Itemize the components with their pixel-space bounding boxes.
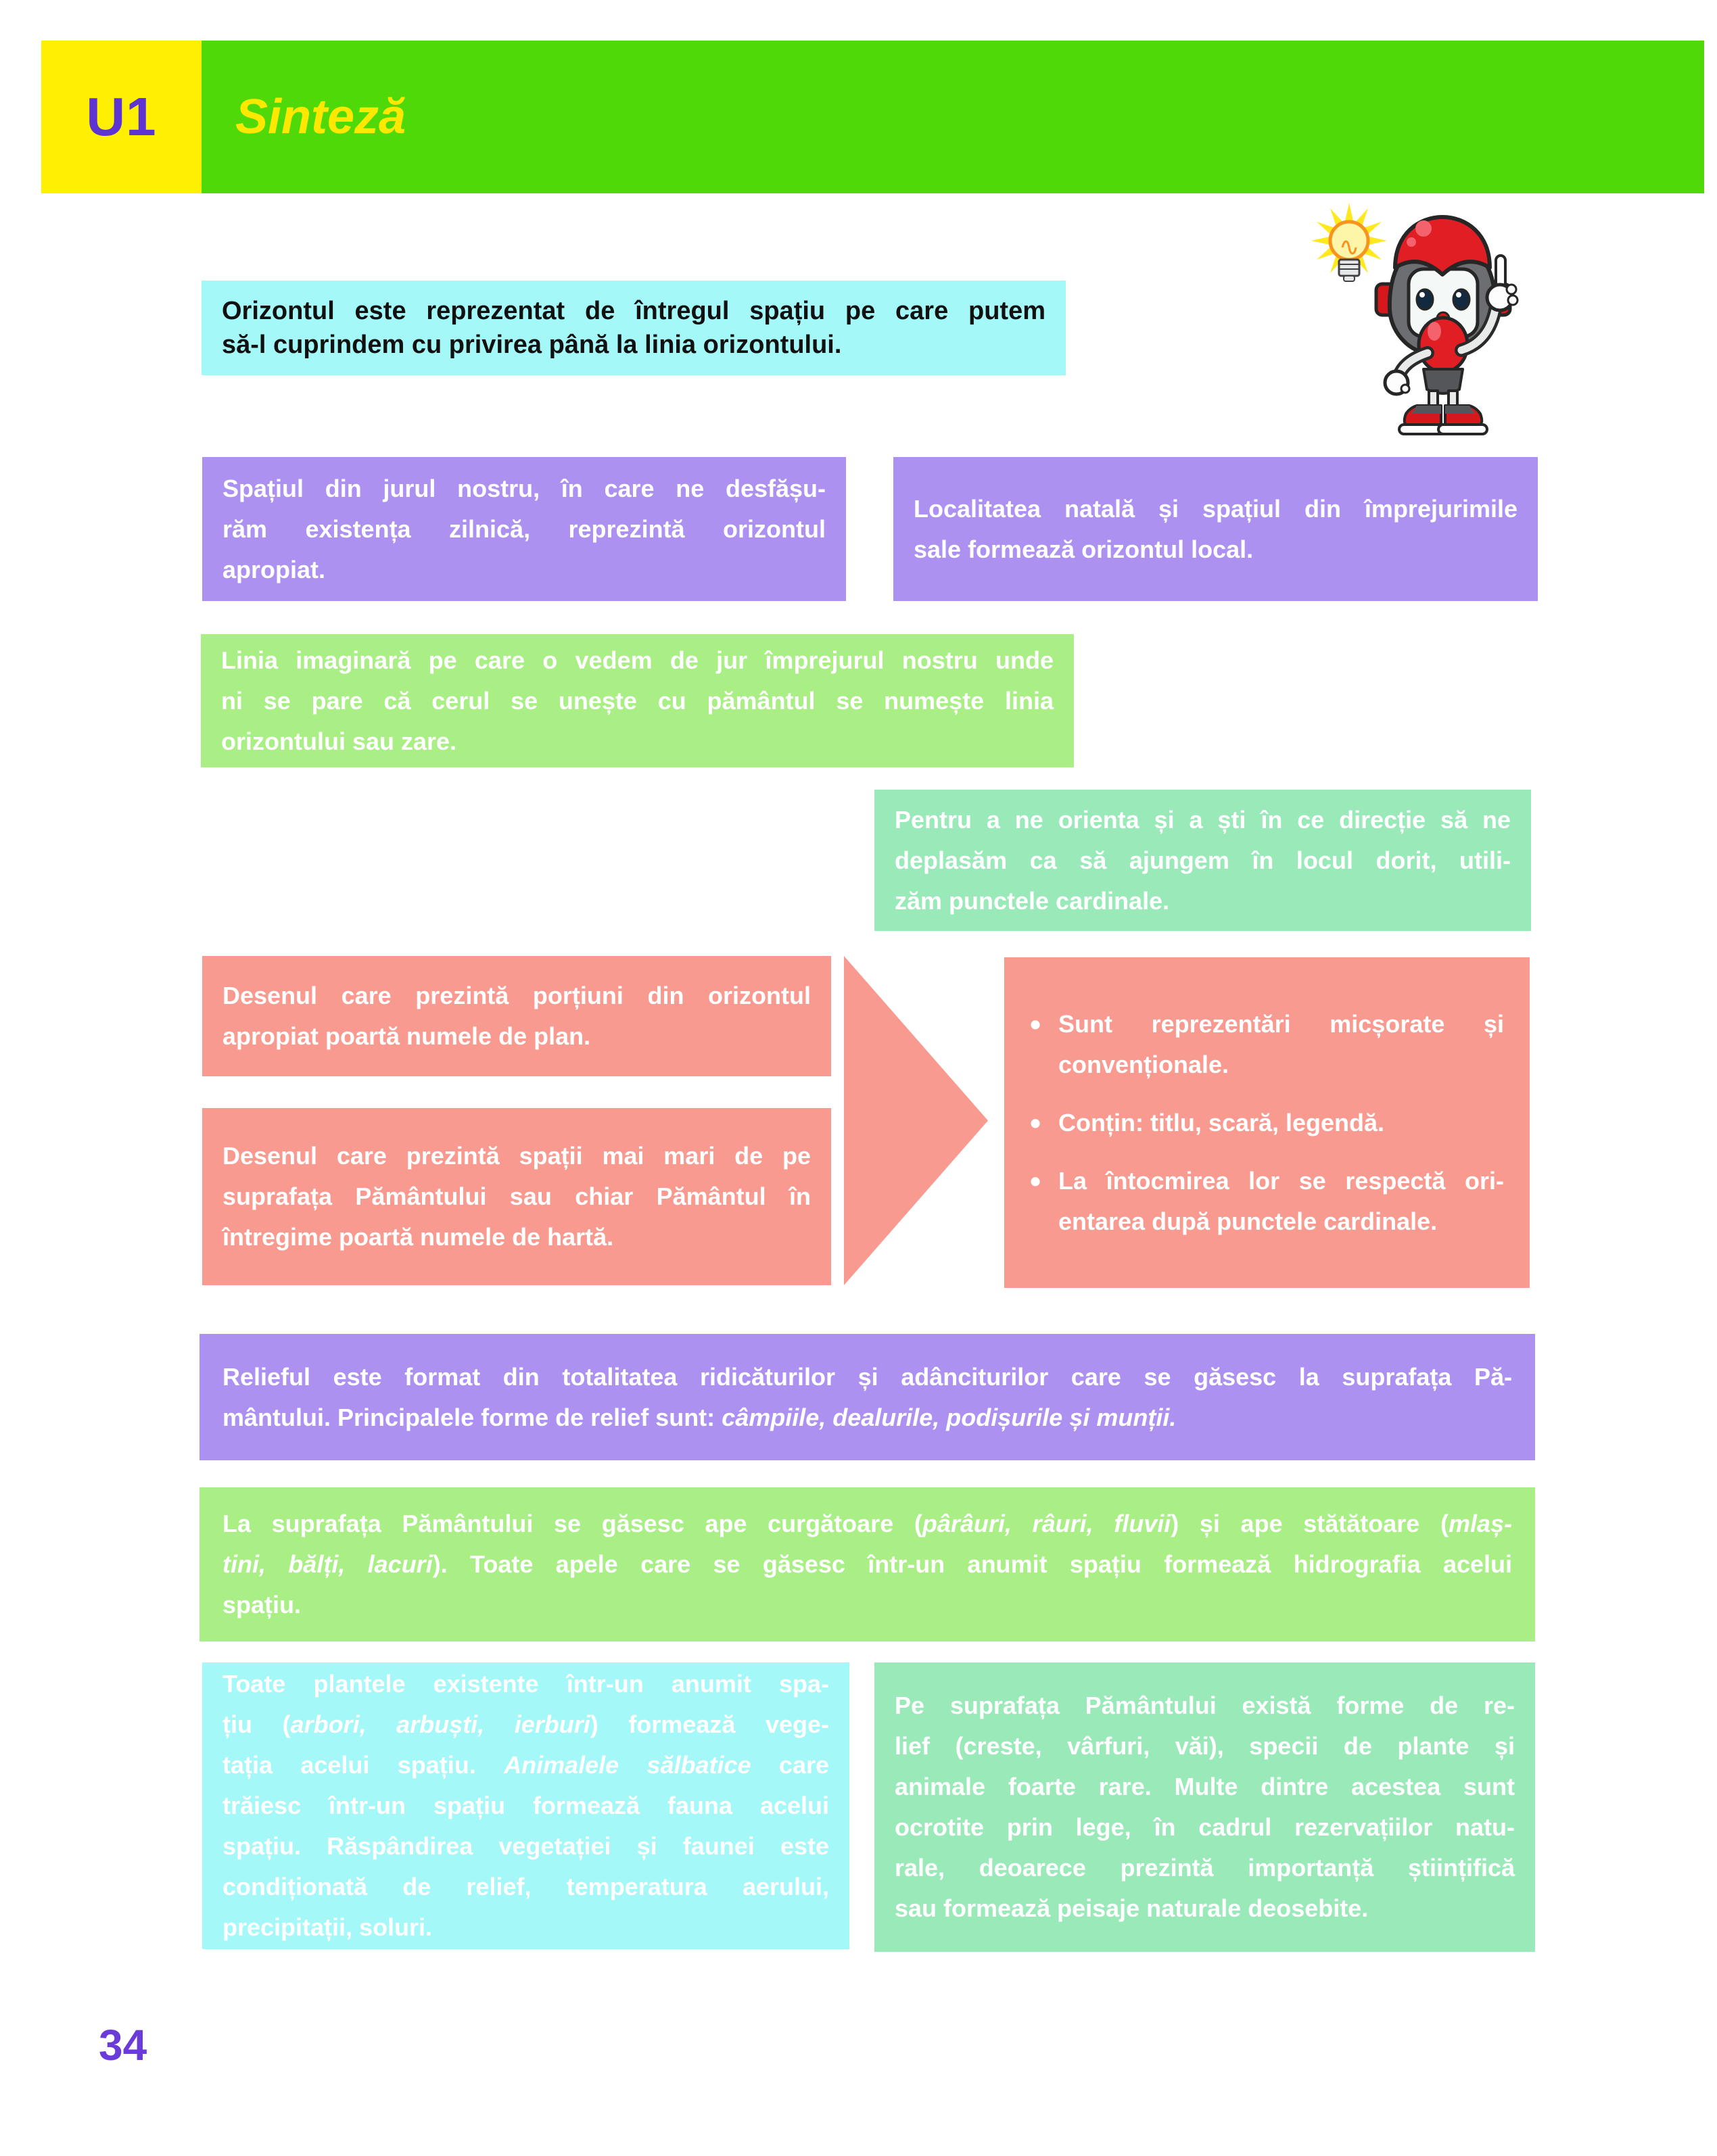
text-line: sau formează peisaje naturale deosebite. xyxy=(895,1894,1369,1922)
text-line: întregime poartă numele de hartă. xyxy=(222,1223,614,1251)
box-text xyxy=(222,1357,1512,1438)
definition-box-horizon-line xyxy=(201,634,1074,767)
definition-box-near-horizon xyxy=(202,457,846,601)
text-line: trăiesc într-un spațiu formează fauna acelui xyxy=(222,1792,829,1819)
map-properties-box xyxy=(1004,957,1530,1288)
box-text xyxy=(914,489,1518,570)
text-line: entarea după punctele cardinale. xyxy=(1058,1207,1438,1235)
box-text xyxy=(222,1136,811,1257)
definition-box-local-horizon xyxy=(893,457,1538,601)
text-line: deplasăm ca să ajungem în locul dorit, utili- xyxy=(895,846,1511,874)
list-item xyxy=(1030,1004,1504,1085)
text-line: animale foarte rare. Multe dintre acestea sunt xyxy=(895,1773,1515,1800)
text-line: condiționată de relief, temperatura aerului, xyxy=(222,1873,829,1900)
page-number: 34 xyxy=(99,2021,147,2069)
box-text xyxy=(222,1504,1512,1625)
text-line: orizontului sau zare. xyxy=(221,727,457,755)
box-text xyxy=(222,976,811,1057)
list-item xyxy=(1030,1103,1504,1143)
text-line: ocrotite prin lege, în cadrul rezervațiilor natu- xyxy=(895,1813,1515,1841)
text-line: rale, deoarece prezintă importanță științifică xyxy=(895,1854,1515,1882)
text-line: apropiat poartă numele de plan. xyxy=(222,1022,591,1050)
text-line: tația acelui spațiu. Animalele sălbatice care xyxy=(222,1751,829,1779)
bullet-icon: • xyxy=(1030,1163,1041,1199)
text-line: mântului. Principalele forme de relief sunt: câmpiile, dealurile, podișurile și munții. xyxy=(222,1403,1177,1431)
definition-box-plan xyxy=(202,956,831,1076)
text-line: Linia imaginară pe care o vedem de jur împrejurul nostru unde xyxy=(221,646,1054,674)
bullet-text xyxy=(1058,1161,1504,1242)
title-bar xyxy=(202,41,1704,193)
definition-box-cardinal-points xyxy=(874,790,1531,931)
text-line: Relieful este format din totalitatea ridicăturilor și adânciturilor care se găsesc la suprafața Pă- xyxy=(222,1362,1512,1391)
text-line: Orizontul este reprezentat de întregul spațiu pe care putem xyxy=(222,297,1045,325)
text-line: Desenul care prezintă spații mai mari de pe xyxy=(222,1142,811,1170)
text-line: țiu (arbori, arbuști, ierburi) formează vege- xyxy=(222,1710,829,1738)
unit-label: U1 xyxy=(86,87,157,147)
bullet-icon: • xyxy=(1030,1105,1041,1141)
definition-box-map xyxy=(202,1108,831,1285)
text-line: să-l cuprindem cu privirea până la linia orizontului. xyxy=(222,331,842,359)
bullet-text xyxy=(1058,1004,1504,1085)
box-text xyxy=(222,469,826,590)
text-line: sale formează orizontul local. xyxy=(914,535,1254,563)
text-line: tini, bălți, lacuri). Toate apele care se găsesc într-un anumit spațiu formează hidrografia acelui xyxy=(222,1550,1513,1578)
page-title: Sinteză xyxy=(235,90,406,144)
text-line: Pentru a ne orienta și a ști în ce direcție să ne xyxy=(895,805,1511,834)
text-line: Conțin: titlu, scară, legendă. xyxy=(1058,1108,1385,1136)
text-line: convenționale. xyxy=(1058,1050,1229,1078)
definition-box-relief xyxy=(199,1334,1535,1460)
text-line: precipitații, soluri. xyxy=(222,1913,433,1941)
text-line: lief (creste, vârfuri, văi), specii de plante și xyxy=(895,1732,1515,1760)
text-line: spațiu. xyxy=(222,1591,302,1619)
definition-box-vegetation-fauna xyxy=(202,1662,849,1949)
robot-eye-right xyxy=(1453,289,1469,310)
text-line: La întocmirea lor se respectă ori- xyxy=(1058,1166,1504,1195)
text-line: Toate plantele existente într-un anumit spa- xyxy=(222,1670,829,1698)
text-line: La suprafața Pământului se găsesc ape curgătoare (pârâuri, râuri, fluvii) și ape stătătoare (mlaș- xyxy=(222,1510,1512,1537)
definition-box-hydrography xyxy=(199,1487,1535,1642)
arrow-right-shape xyxy=(844,956,988,1285)
text-line: Sunt reprezentări micșorate și xyxy=(1058,1009,1504,1038)
text-line: Desenul care prezintă porțiuni din orizontul xyxy=(222,982,811,1009)
text-line: răm existența zilnică, reprezintă orizontul xyxy=(222,514,826,543)
unit-badge xyxy=(41,41,202,193)
text-line: Localitatea natală și spațiul din împrejurimile xyxy=(914,494,1518,523)
box-text xyxy=(222,1664,829,1948)
text-line: spațiu. Răspândirea vegetației și faunei este xyxy=(222,1832,829,1860)
definition-box-horizon xyxy=(202,281,1066,375)
text-line: apropiat. xyxy=(222,555,326,583)
robot-eye-left xyxy=(1417,289,1433,310)
text-line: Spațiul din jurul nostru, în care ne desfășu- xyxy=(222,474,826,502)
list-item xyxy=(1030,1161,1504,1242)
text-line: Pe suprafața Pământului există forme de re- xyxy=(895,1692,1515,1719)
bullet-icon: • xyxy=(1030,1006,1041,1042)
lightbulb-icon xyxy=(1311,203,1387,281)
definition-box-natural-reserves xyxy=(874,1662,1535,1952)
robot-figure xyxy=(1376,217,1518,434)
text-line: zăm punctele cardinale. xyxy=(895,886,1170,915)
text-line: suprafața Pământului sau chiar Pământul în xyxy=(222,1182,811,1210)
box-text xyxy=(221,640,1054,762)
box-text xyxy=(222,294,1045,362)
robot-mascot-illustration xyxy=(1309,188,1532,448)
box-text xyxy=(895,800,1511,921)
text-line: ni se pare că cerul se unește cu pământul se numește linia xyxy=(221,686,1054,715)
box-text xyxy=(895,1685,1515,1929)
bullet-text xyxy=(1058,1103,1504,1143)
